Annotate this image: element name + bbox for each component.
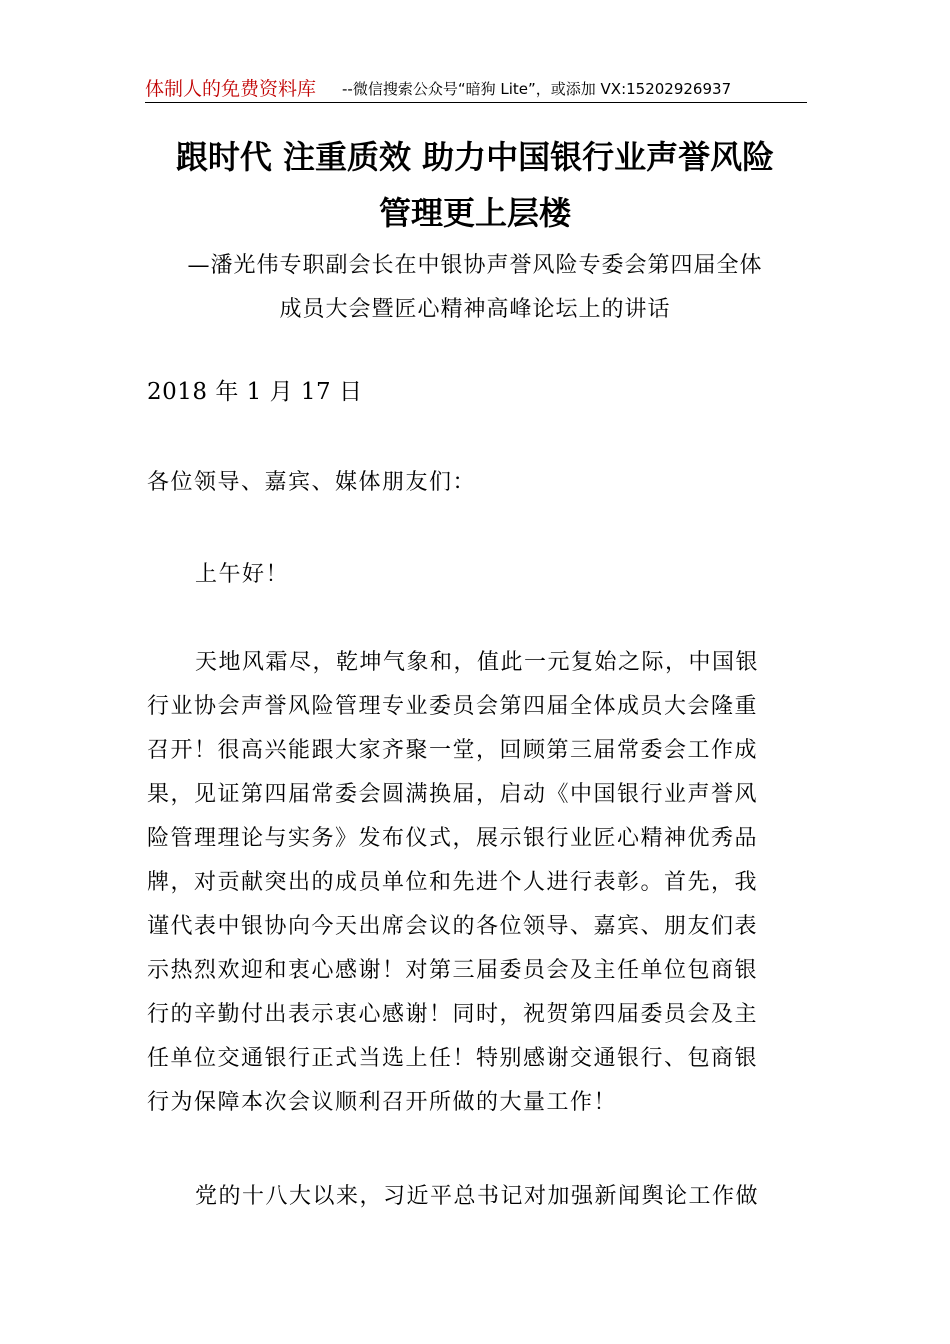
paragraph-line: 行的辛勤付出表示衷心感谢！同时，祝贺第四届委员会及主 xyxy=(147,1002,759,1027)
document-title-line-2: 管理更上层楼 xyxy=(378,194,571,232)
header-brand: 体制人的免费资料库 xyxy=(145,78,317,100)
greeting: 上午好！ xyxy=(195,562,290,587)
speech-date: 2018 年 1 月 17 日 xyxy=(147,379,363,405)
paragraph-line: 行为保障本次会议顺利召开所做的大量工作！ xyxy=(147,1090,618,1115)
paragraph-line: 召开！很高兴能跟大家齐聚一堂，回顾第三届常委会工作成 xyxy=(147,738,759,763)
paragraph-line: 党的十八大以来，习近平总书记对加强新闻舆论工作做 xyxy=(195,1184,760,1209)
paragraph-line: 谨代表中银协向今天出席会议的各位领导、嘉宾、朋友们表 xyxy=(147,914,759,939)
document-subtitle-line-1: —潘光伟专职副会长在中银协声誉风险专委会第四届全体 xyxy=(187,253,763,278)
paragraph-line: 任单位交通银行正式当选上任！特别感谢交通银行、包商银 xyxy=(147,1046,759,1071)
page-header xyxy=(145,72,807,103)
paragraph-line: 险管理理论与实务》发布仪式，展示银行业匠心精神优秀品 xyxy=(147,826,759,851)
document-title-line-1: 跟时代 注重质效 助力中国银行业声誉风险 xyxy=(175,138,775,176)
paragraph-line: 果，见证第四届常委会圆满换届，启动《中国银行业声誉风 xyxy=(147,782,759,807)
document-subtitle-line-2: 成员大会暨匠心精神高峰论坛上的讲话 xyxy=(279,297,671,322)
paragraph-line: 牌，对贡献突出的成员单位和先进个人进行表彰。首先，我 xyxy=(147,870,759,895)
paragraph-line: 天地风霜尽，乾坤气象和，值此一元复始之际，中国银 xyxy=(195,650,760,675)
paragraph-line: 示热烈欢迎和衷心感谢！对第三届委员会及主任单位包商银 xyxy=(147,958,759,983)
salutation: 各位领导、嘉宾、媒体朋友们： xyxy=(147,470,477,495)
header-subtitle: --微信搜索公众号“暗狗 Lite”，或添加 VX:15202926937 xyxy=(342,80,732,98)
paragraph-line: 行业协会声誉风险管理专业委员会第四届全体成员大会隆重 xyxy=(147,694,759,719)
